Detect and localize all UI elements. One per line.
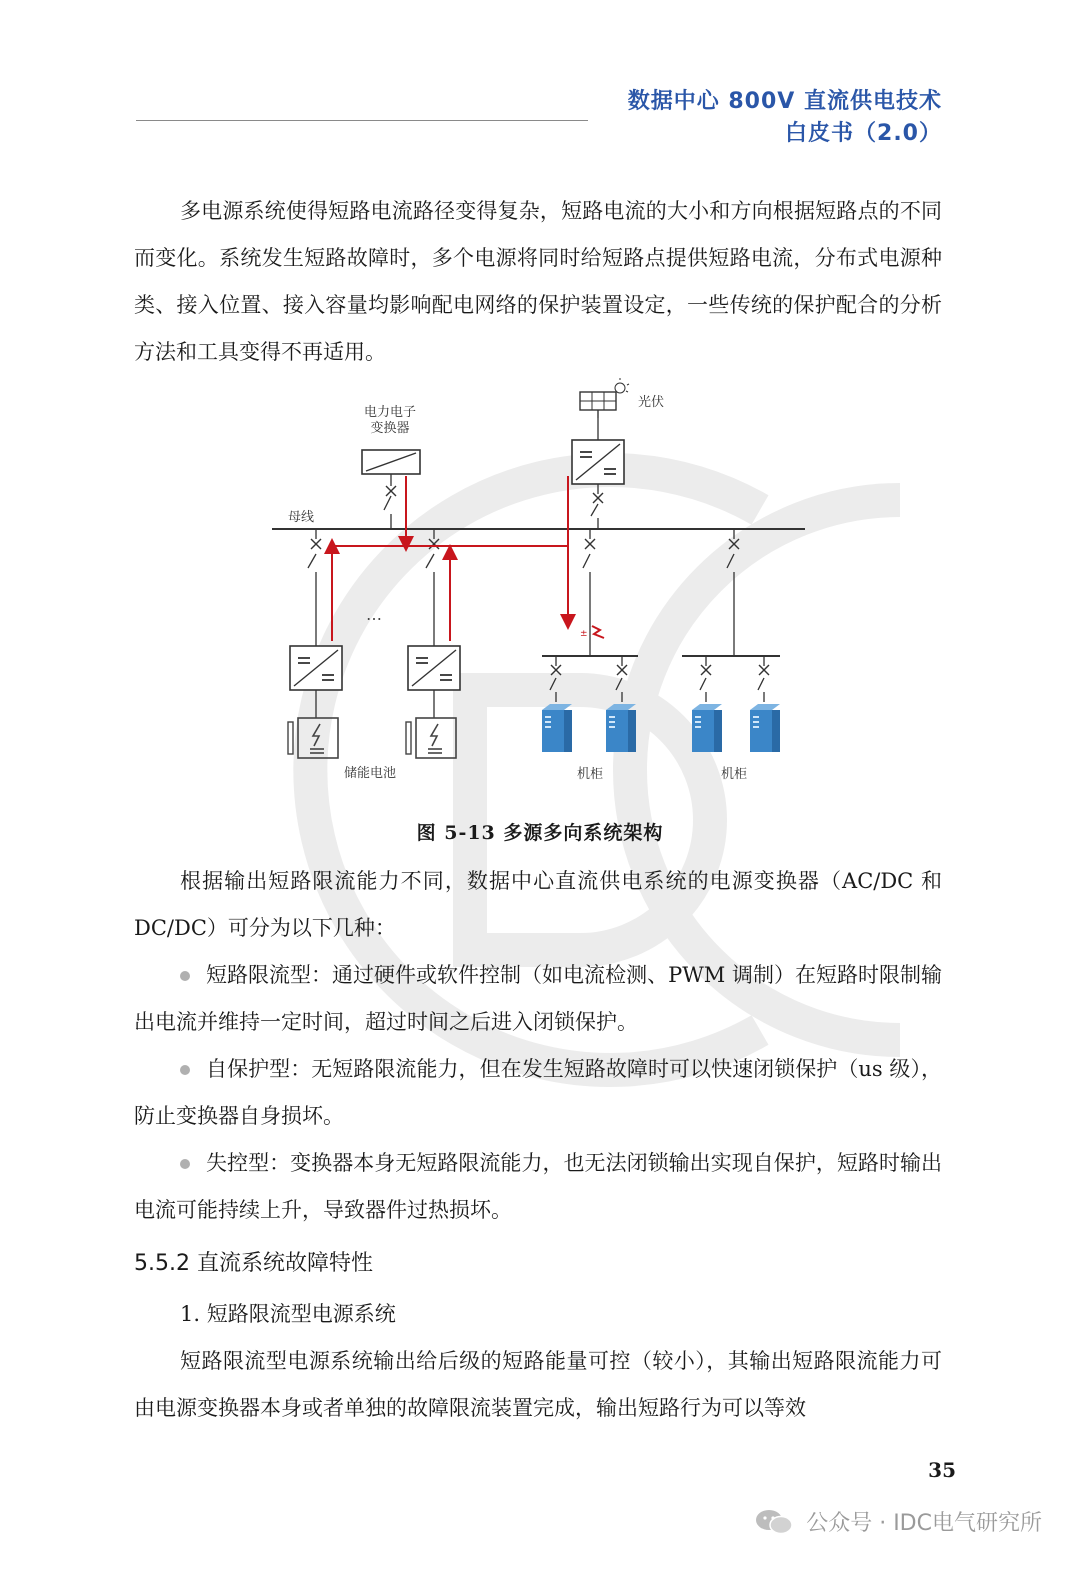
bullet-current-limiting [134, 952, 942, 1046]
bus-label: 母线 [288, 510, 315, 525]
bullet-text-3: 失控型：变换器本身无短路限流能力，也无法闭锁输出实现自保护，短路时输出电流可能持续上升，导致器件过热损坏。 [134, 1151, 942, 1222]
pv-label: 光伏 [638, 395, 665, 410]
bullet-text-1: 短路限流型：通过硬件或软件控制（如电流检测、PWM 调制）在短路时限制输出电流并维持一定时间，超过时间之后进入闭锁保护。 [134, 963, 942, 1034]
page-number: 35 [928, 1458, 956, 1482]
paragraph-converter-types: 根据输出短路限流能力不同，数据中心直流供电系统的电源变换器（AC/DC 和 DC/DC）可分为以下几种： [134, 869, 942, 940]
svg-text:±: ± [580, 629, 588, 639]
section-heading: 5.5.2 直流系统故障特性 [134, 1251, 373, 1276]
battery-label: 储能电池 [343, 766, 397, 781]
rack-label-1: 机柜 [576, 767, 604, 782]
header-rule [136, 120, 588, 121]
solar-panel-icon [580, 378, 629, 418]
storage-converter-icon-2 [408, 646, 460, 690]
storage-converter-icon-1 [290, 646, 342, 690]
branch-ellipsis: … [366, 605, 382, 624]
rack-icon-3 [692, 704, 722, 752]
bullet-uncontrolled [134, 1140, 942, 1234]
rack-icon-2 [606, 704, 636, 752]
bullet-self-protection [134, 1046, 942, 1140]
document-title [628, 86, 942, 150]
rack-icon-4 [750, 704, 780, 752]
pv-converter-icon [572, 440, 624, 484]
paragraph-current-limiting-system: 短路限流型电源系统输出给后级的短路能量可控（较小），其输出短路限流能力可由电源变换器本身或者单独的故障限流装置完成，输出短路行为可以等效 [134, 1349, 942, 1420]
converter-label-line1: 电力电子 [363, 405, 417, 420]
ac-converter-icon [362, 450, 420, 474]
title-line-1: 数据中心 800V 直流供电技术 [627, 89, 942, 114]
fault-point-icon [580, 626, 604, 639]
rack-label-2: 机柜 [720, 767, 748, 782]
title-line-2: 白皮书（2.0） [785, 121, 942, 146]
footer-text: 公众号 · IDC电气研究所 [806, 1511, 1042, 1536]
subsection-heading: 1. 短路限流型电源系统 [180, 1302, 396, 1326]
bullet-dot-icon [180, 1065, 190, 1075]
system-diagram [250, 376, 830, 796]
converter-label-line2: 变换器 [370, 421, 410, 436]
bullet-dot-icon [180, 971, 190, 981]
battery-icon-2 [406, 718, 456, 758]
bullet-dot-icon [180, 1159, 190, 1169]
figure-caption: 图 5-13 多源多向系统架构 [416, 822, 664, 844]
battery-icon-1 [288, 718, 338, 758]
wechat-icon [754, 1507, 794, 1537]
rack-icon-1 [542, 704, 572, 752]
footer-account [754, 1506, 1042, 1537]
paragraph-multi-source: 多电源系统使得短路电流路径变得复杂，短路电流的大小和方向根据短路点的不同而变化。系统发生短路故障时，多个电源将同时给短路点提供短路电流，分布式电源种类、接入位置、接入容量均影响配电网络的保护装置设定，一些传统的保护配合的分析方法和工具变得不再适用。 [134, 199, 942, 364]
bullet-text-2: 自保护型：无短路限流能力，但在发生短路故障时可以快速闭锁保护（us 级），防止变换器自身损坏。 [134, 1057, 942, 1128]
